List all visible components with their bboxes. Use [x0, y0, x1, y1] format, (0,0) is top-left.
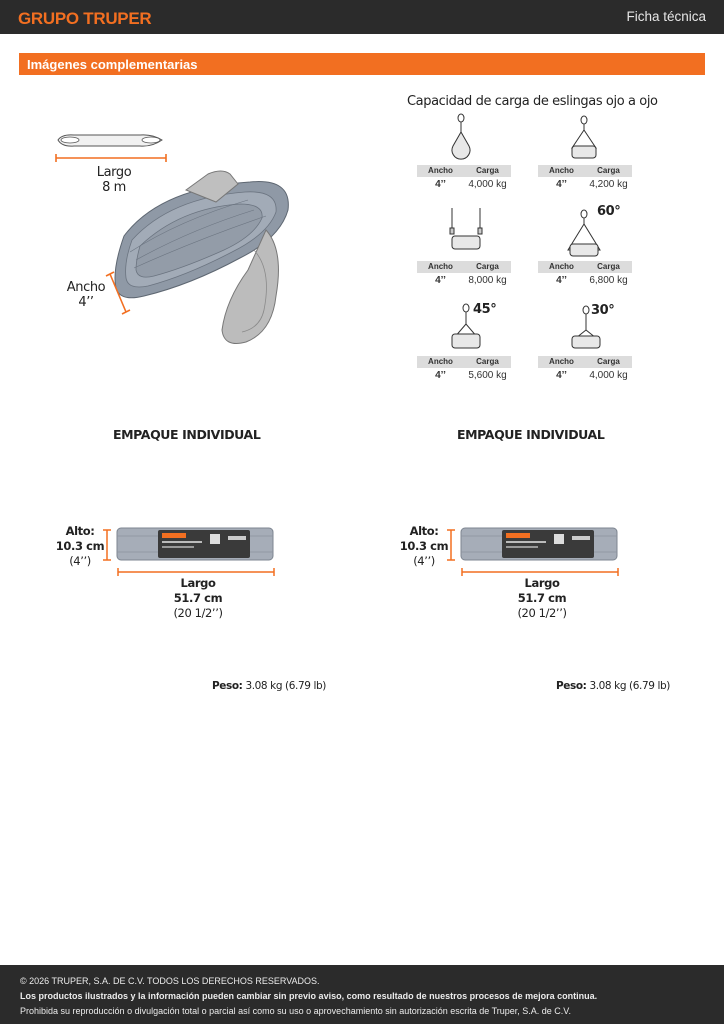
- ancho-label: [56, 280, 116, 310]
- largo-dimension-line: [118, 568, 274, 576]
- largo-in: (20 1/2’’): [173, 606, 223, 620]
- largo-label: Largo: [180, 576, 216, 590]
- capacity-values: [538, 178, 632, 191]
- capacity-header: [417, 165, 511, 177]
- ancho-value: 4’’: [435, 275, 446, 286]
- largo-cm: 51.7 cm: [517, 591, 567, 605]
- weight-value: 3.08 kg (6.79 lb): [589, 680, 670, 692]
- capacity-diagrams: [410, 110, 650, 360]
- largo-cm: 51.7 cm: [173, 591, 223, 605]
- alto-label: Alto:: [409, 524, 439, 538]
- truper-logo: GRUPO TRUPER: [18, 9, 152, 28]
- capacity-header: [417, 356, 511, 368]
- col-carga: Carga: [597, 166, 620, 175]
- package-title: EMPAQUE INDIVIDUAL: [457, 427, 605, 442]
- section-bar: [19, 53, 705, 75]
- alto-in: (4’’): [69, 554, 91, 568]
- capacity-title: Capacidad de carga de eslingas ojo a ojo: [407, 94, 658, 109]
- weight-value: 3.08 kg (6.79 lb): [245, 680, 326, 692]
- sixty-degree-hitch-icon: [568, 210, 600, 256]
- page-footer: [0, 965, 724, 1024]
- alto-cm: 10.3 cm: [55, 539, 105, 553]
- largo-in: (20 1/2’’): [517, 606, 567, 620]
- capacity-values: [417, 274, 511, 287]
- header-title: Ficha técnica: [626, 9, 706, 24]
- capacity-values: [417, 369, 511, 382]
- package-alto: [52, 524, 108, 569]
- largo-label: Largo: [524, 576, 560, 590]
- carga-value: 5,600 kg: [468, 370, 507, 381]
- alto-cm: 10.3 cm: [399, 539, 449, 553]
- angle-label-45: 45°: [473, 302, 497, 317]
- carga-value: 4,200 kg: [589, 179, 628, 190]
- col-ancho: Ancho: [428, 357, 453, 366]
- col-ancho: Ancho: [428, 166, 453, 175]
- alto-label: Alto:: [65, 524, 95, 538]
- col-carga: Carga: [597, 262, 620, 271]
- ancho-value: 4’’: [78, 295, 94, 310]
- ancho-value: 4’’: [556, 275, 567, 286]
- carga-value: 6,800 kg: [589, 275, 628, 286]
- capacity-header: [538, 165, 632, 177]
- capacity-header: [417, 261, 511, 273]
- largo-label-text: Largo: [96, 165, 132, 180]
- weight-label: Peso:: [212, 680, 243, 692]
- package-largo: [160, 576, 236, 621]
- choker-hitch-icon: [452, 114, 470, 159]
- package-largo: [504, 576, 580, 621]
- basket-hitch-icon: [572, 116, 596, 158]
- col-ancho: Ancho: [428, 262, 453, 271]
- angle-label-30: 30°: [591, 303, 615, 318]
- capacity-header: [538, 261, 632, 273]
- copyright-text: © 2026 TRUPER, S.A. DE C.V. TODOS LOS DERECHOS RESERVADOS.: [20, 976, 320, 986]
- alto-in: (4’’): [413, 554, 435, 568]
- col-carga: Carga: [476, 262, 499, 271]
- capacity-values: [417, 178, 511, 191]
- reproduction-notice: Prohibida su reproducción o divulgación total o parcial así como su uso o aprovechamiento sin autorización escrita de Truper, S.A. de C.V.: [20, 1006, 571, 1016]
- largo-dimension-line: [462, 568, 618, 576]
- carga-value: 8,000 kg: [468, 275, 507, 286]
- col-carga: Carga: [597, 357, 620, 366]
- package-title: EMPAQUE INDIVIDUAL: [113, 427, 261, 442]
- section-title: Imágenes complementarias: [27, 57, 198, 72]
- largo-dimension-line: [56, 154, 166, 162]
- angle-label-60: 60°: [597, 204, 621, 219]
- capacity-header: [538, 356, 632, 368]
- ancho-label-text: Ancho: [66, 280, 106, 295]
- col-ancho: Ancho: [549, 166, 574, 175]
- sling-illustration: [40, 120, 320, 360]
- ancho-value: 4’’: [556, 179, 567, 190]
- ancho-value: 4’’: [556, 370, 567, 381]
- carga-value: 4,000 kg: [589, 370, 628, 381]
- ancho-value: 4’’: [435, 370, 446, 381]
- package-weight: [556, 680, 670, 692]
- largo-label: [84, 165, 144, 195]
- vertical-basket-icon: [450, 208, 482, 249]
- package-alto: [396, 524, 452, 569]
- col-carga: Carga: [476, 357, 499, 366]
- small-sling-icon: [58, 135, 162, 146]
- package-weight: [212, 680, 326, 692]
- carga-value: 4,000 kg: [468, 179, 507, 190]
- weight-label: Peso:: [556, 680, 587, 692]
- ancho-value: 4’’: [435, 179, 446, 190]
- col-ancho: Ancho: [549, 357, 574, 366]
- capacity-values: [538, 274, 632, 287]
- col-carga: Carga: [476, 166, 499, 175]
- page-header: [0, 0, 724, 34]
- coiled-sling: [115, 171, 288, 344]
- capacity-values: [538, 369, 632, 382]
- col-ancho: Ancho: [549, 262, 574, 271]
- disclaimer-text: Los productos ilustrados y la información pueden cambiar sin previo aviso, como resultado de nuestros procesos de mejora continua.: [20, 991, 598, 1001]
- largo-value: 8 m: [102, 180, 126, 195]
